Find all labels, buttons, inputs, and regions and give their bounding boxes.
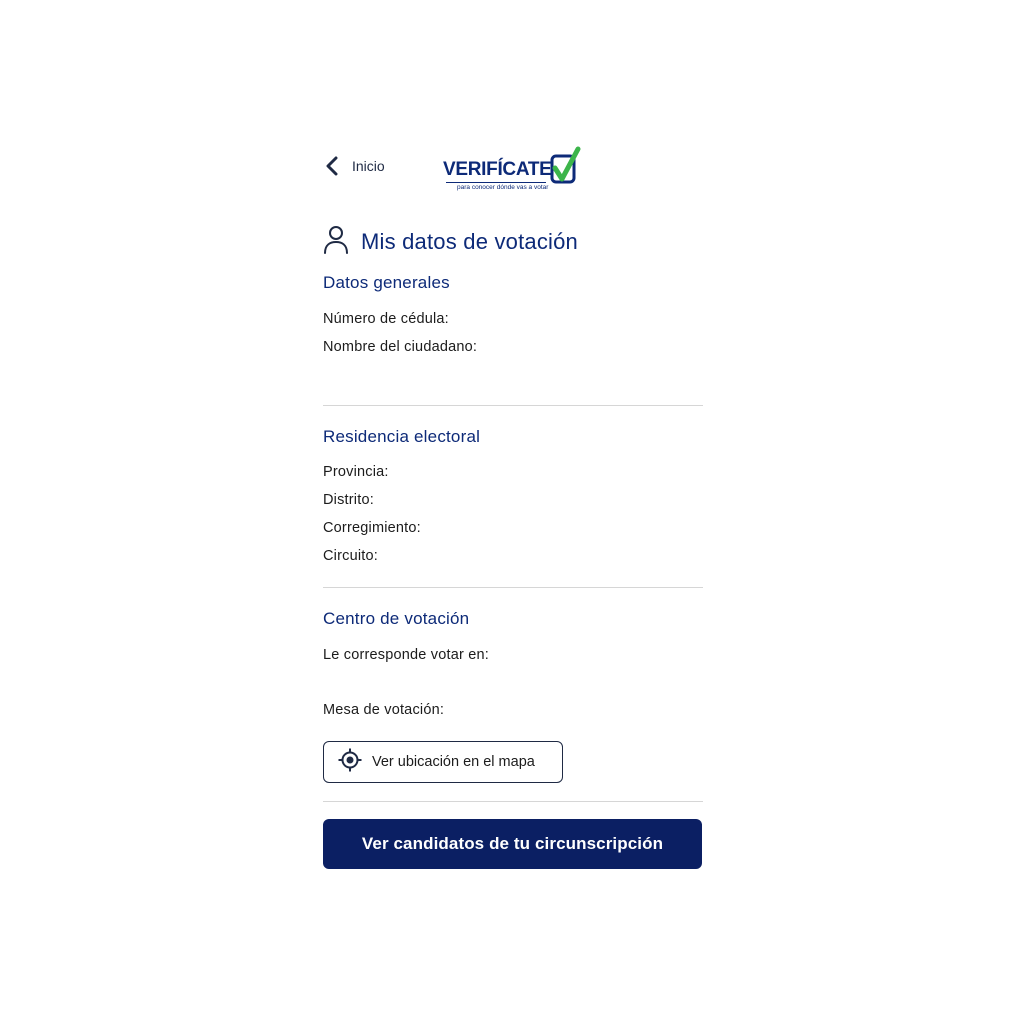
page-title: Mis datos de votación xyxy=(361,228,578,254)
user-icon xyxy=(323,224,349,259)
view-map-label: Ver ubicación en el mapa xyxy=(372,754,535,770)
nombre-label: Nombre del ciudadano: xyxy=(323,339,478,355)
divider xyxy=(323,801,703,802)
provincia-label: Provincia: xyxy=(323,464,389,480)
view-candidates-label: Ver candidatos de tu circunscripción xyxy=(361,834,664,853)
location-target-icon xyxy=(324,748,362,777)
circuito-label: Circuito: xyxy=(323,548,378,564)
logo-wordmark: VERIFÍCATE xyxy=(443,159,552,180)
view-candidates-button[interactable] xyxy=(323,819,702,869)
back-link[interactable] xyxy=(325,156,385,176)
section-title-centro: Centro de votación xyxy=(323,609,470,628)
verificate-logo xyxy=(443,144,583,194)
page-header xyxy=(323,224,578,259)
section-title-general: Datos generales xyxy=(323,273,450,292)
divider xyxy=(323,405,703,406)
checkmark-icon xyxy=(549,146,583,193)
view-map-button[interactable] xyxy=(323,741,563,783)
logo-underline xyxy=(446,182,546,183)
section-title-residencia: Residencia electoral xyxy=(323,427,481,446)
top-bar xyxy=(323,140,703,200)
lugar-label: Le corresponde votar en: xyxy=(323,647,490,663)
chevron-left-icon xyxy=(325,156,339,176)
cedula-label: Número de cédula: xyxy=(323,311,449,327)
corregimiento-label: Corregimiento: xyxy=(323,520,421,536)
logo-tagline: para conocer dónde vas a votar xyxy=(457,184,549,191)
distrito-label: Distrito: xyxy=(323,492,374,508)
divider xyxy=(323,587,703,588)
back-label: Inicio xyxy=(352,158,385,174)
mesa-label: Mesa de votación: xyxy=(323,702,445,718)
